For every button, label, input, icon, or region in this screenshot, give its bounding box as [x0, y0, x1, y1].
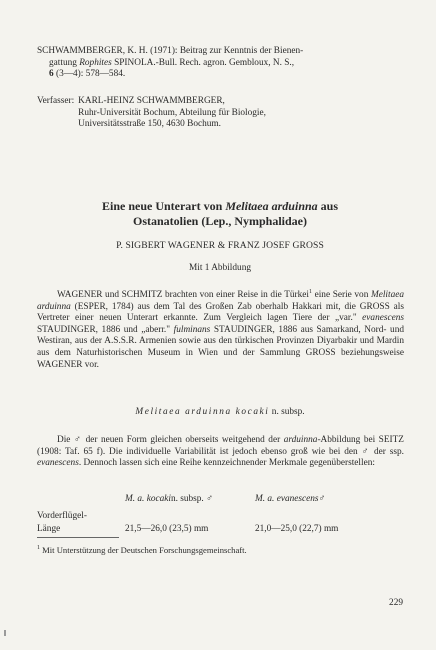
para1-species: Melitaea arduinna	[37, 290, 404, 312]
author-label: Verfasser:	[37, 96, 75, 106]
para2-text-5: . Dennoch lassen sich eine Reihe kennzeichnender Merkmale gegenüberstellen:	[78, 458, 375, 469]
footnote	[37, 543, 403, 556]
column-kocaki	[125, 494, 214, 506]
para1-text-2: eine Serie von	[312, 290, 371, 300]
article-title	[37, 199, 403, 228]
para1-var-evanescens: evanescens	[362, 313, 404, 324]
para1-var-fulminans: fulminans	[173, 324, 211, 335]
figure-note: Mit 1 Abbildung	[189, 263, 251, 273]
footnote-text: Mit Unterstützung der Deutschen Forschungsgemeinschaft.	[40, 544, 247, 555]
para1-text-3: (ESPER, 1784) aus dem Tal des Großen Zab oberhalb Hakkari mit, die GROSS als Vertreter einer neuen Unterart erkannte. Zum Vergleich lagen Tiere der „var."	[37, 301, 404, 324]
para2-text-4: der ssp.	[370, 446, 404, 457]
value-evanescens: 21,0—25,0 (22,7) mm	[255, 524, 339, 534]
para2-text-1: Die	[57, 435, 74, 445]
article-authors: P. SIGBERT WAGENER & FRANZ JOSEF GROSS	[116, 240, 324, 251]
title-line-2: Ostanatolien (Lep., Nymphalidae)	[132, 213, 307, 228]
para1-text-5: STAUDINGER, 1886 aus Samarkand, Nord- und Westiran, aus der A.S.S.R. Armenien sowie aus den türkischen Provinzen Diyarbakir und Mardin aus dem Naturhistorischen Museum in Wien und der Sammlung GROSS beziehungsweise WAGENER vor.	[37, 324, 404, 370]
paragraph-description	[37, 435, 404, 470]
reference-genus: Rophites	[79, 57, 112, 68]
title-pre: Eine neue Unterart von	[101, 199, 226, 213]
column-evanescens-name: M. a. evanescens	[255, 494, 319, 504]
scan-mark	[4, 630, 6, 636]
author-street: Universitätsstraße 150, 4630 Bochum.	[78, 119, 221, 130]
title-post: aus	[317, 199, 339, 213]
para2-text-3: -Abbildung bei SEITZ (1908: Taf. 65 f). Die individuelle Variabilität ist jedoch ebenso groß wie bei den	[37, 435, 404, 457]
reference-line-1: SCHWAMMBERGER, K. H. (1971): Beitrag zur Kenntnis der Bienen-	[37, 46, 304, 56]
author-address	[37, 96, 403, 131]
reference-line-2-pre: gattung	[49, 57, 80, 68]
column-kocaki-suffix: n. subsp. ♂	[170, 494, 214, 504]
reference-line-2-post: SPINOLA.-Bull. Rech. agron. Gembloux, N. S.,	[111, 57, 295, 68]
row-label-length: Länge	[37, 524, 61, 534]
measurement-table	[37, 494, 403, 537]
column-evanescens	[255, 494, 326, 506]
author-institution: Ruhr-Universität Bochum, Abteilung für Biologie,	[78, 107, 266, 118]
footnote-rule	[37, 537, 119, 538]
para1-text-4: STAUDINGER, 1886 und „aberr."	[37, 324, 174, 335]
male-symbol-2: ♂	[361, 446, 371, 457]
footnote-mark: 1	[37, 545, 40, 551]
footnote-ref: 1	[309, 288, 312, 295]
reference-entry	[37, 46, 403, 81]
subspecies-suffix: n. subsp.	[269, 407, 305, 417]
measurement-header-row	[37, 494, 403, 507]
value-kocaki: 21,5—26,0 (23,5) mm	[125, 524, 209, 534]
measurement-value-row	[37, 524, 403, 537]
reference-volume: 6	[49, 69, 54, 80]
column-evanescens-suffix: ♂	[318, 494, 326, 504]
subspecies-heading	[37, 407, 403, 419]
page-number: 229	[389, 598, 403, 608]
para1-text-1: WAGENER und SCHMITZ brachten von einer Reise in die Türkei	[57, 290, 309, 300]
author-name: KARL-HEINZ SCHWAMMBERGER,	[78, 96, 225, 106]
subspecies-name: Melitaea arduinna kocaki	[135, 407, 270, 417]
para2-ssp: evanescens	[37, 458, 79, 469]
male-symbol: ♂	[73, 435, 83, 445]
para2-species: arduinna	[283, 435, 318, 445]
para2-text-2: der neuen Form gleichen oberseits weitgehend der	[82, 435, 284, 445]
title-species: Melitaea arduinna	[225, 199, 318, 213]
reference-pages: (3—4): 578—584.	[53, 69, 126, 80]
row-label-forewing: Vorderflügel-	[37, 511, 87, 521]
paragraph-intro	[37, 290, 404, 371]
measurement-label-row	[37, 511, 403, 524]
column-kocaki-name: M. a. kocaki	[125, 494, 171, 504]
